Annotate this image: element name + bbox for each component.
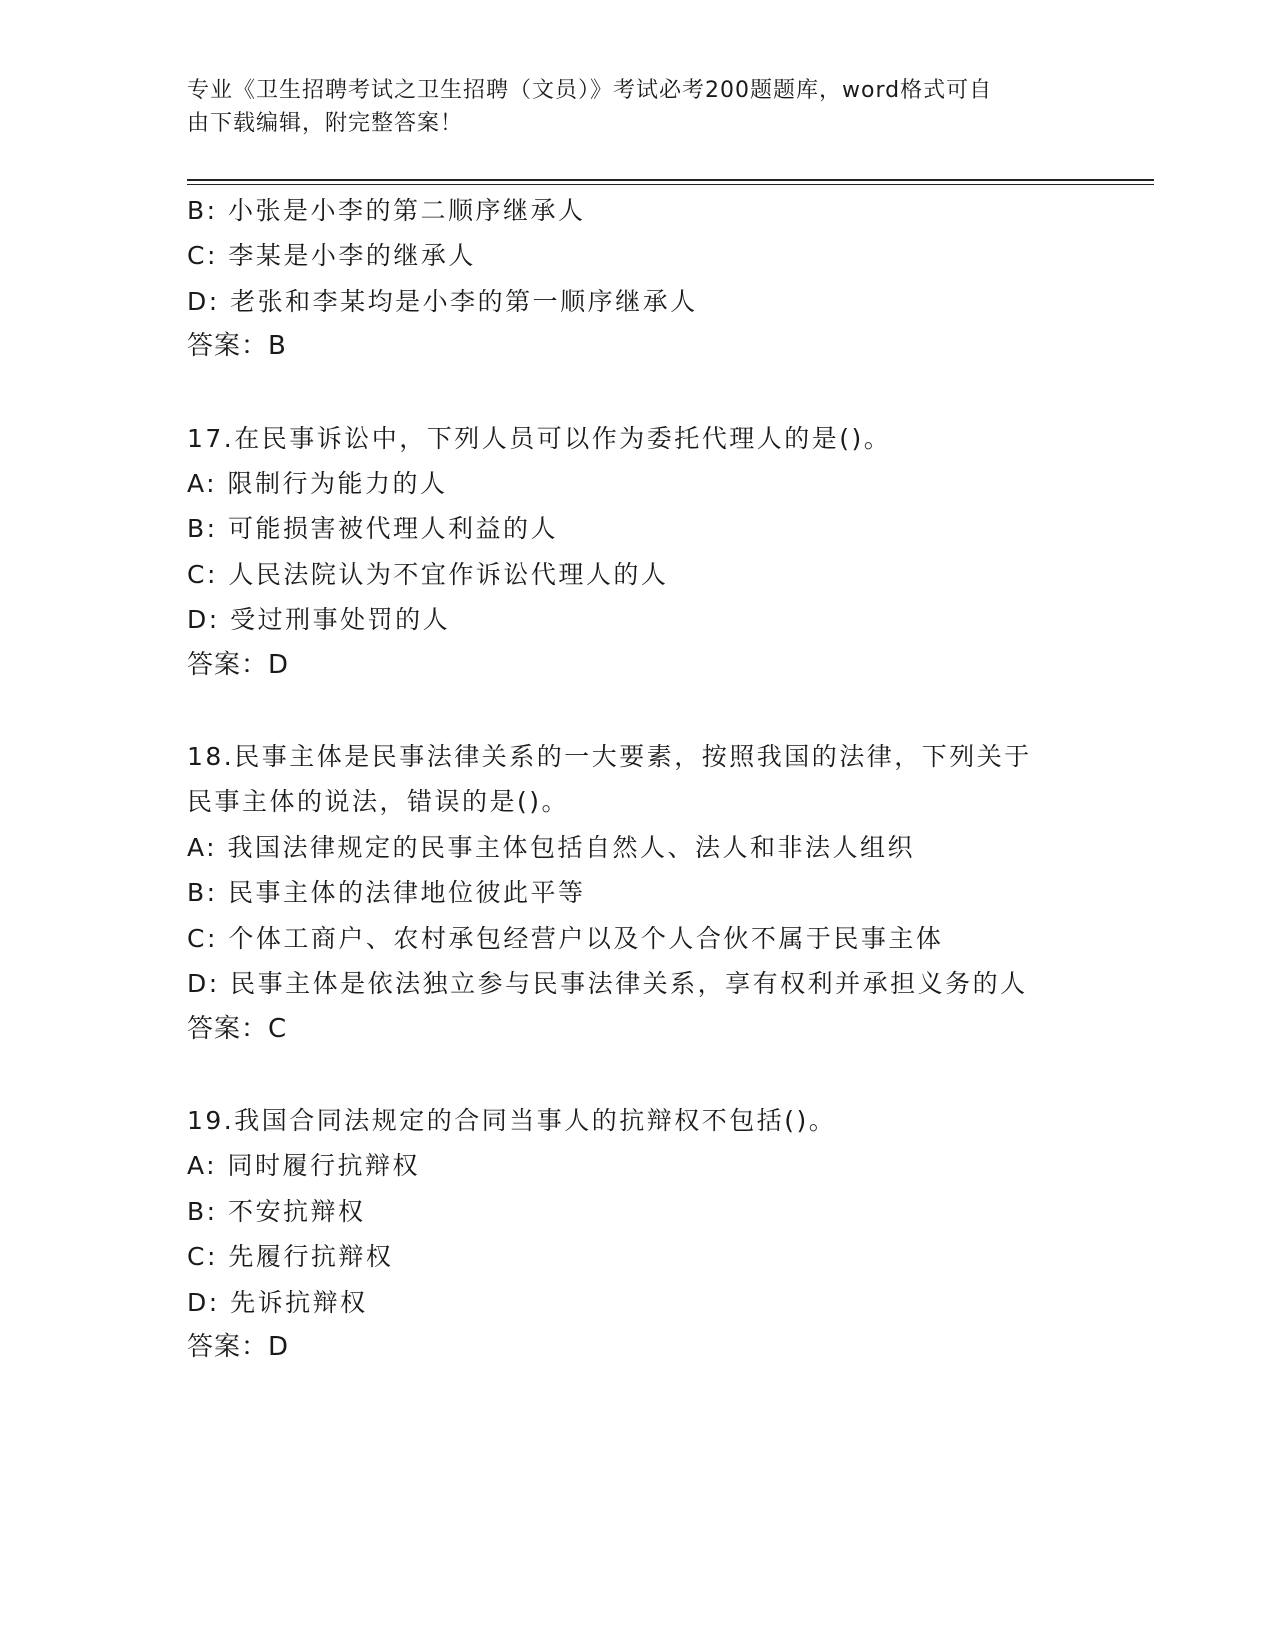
option-b: B: 可能损害被代理人利益的人 <box>187 514 559 544</box>
option-b: B: 小张是小李的第二顺序继承人 <box>187 196 586 225</box>
option-b: B: 不安抗辩权 <box>187 1196 366 1226</box>
question-text: 19.我国合同法规定的合同当事人的抗辩权不包括()。 <box>187 1105 837 1135</box>
option-a: A: 限制行为能力的人 <box>187 469 448 499</box>
header-line-1: 专业《卫生招聘考试之卫生招聘（文员）》考试必考200题题库，word格式可自 <box>187 78 993 103</box>
option-b: B: 民事主体的法律地位彼此平等 <box>187 878 586 908</box>
option-d: D: 老张和李某均是小李的第一顺序继承人 <box>187 286 698 316</box>
header-line-2: 由下载编辑，附完整答案！ <box>187 111 464 136</box>
answer-line: 答案：C <box>187 1013 288 1044</box>
option-d: D: 受过刑事处罚的人 <box>187 605 451 635</box>
option-a: A: 同时履行抗辩权 <box>187 1151 421 1181</box>
option-d: D: 民事主体是依法独立参与民事法律关系，享有权利并承担义务的人 <box>187 969 1028 999</box>
header-rule-thin <box>187 184 1154 185</box>
option-c: C: 人民法院认为不宜作诉讼代理人的人 <box>187 559 669 589</box>
question-17 <box>187 416 1087 688</box>
spacer <box>187 688 1087 734</box>
question-text-line-2: 民事主体的说法，错误的是()。 <box>187 787 570 817</box>
answer-line: 答案：D <box>187 649 290 680</box>
document-body <box>187 188 1087 1370</box>
option-d: D: 先诉抗辩权 <box>187 1287 368 1317</box>
spacer <box>187 370 1087 416</box>
option-c: C: 先履行抗辩权 <box>187 1242 394 1272</box>
option-c: C: 个体工商户、农村承包经营户以及个人合伙不属于民事主体 <box>187 923 944 953</box>
question-text-line-1: 18.民事主体是民事法律关系的一大要素，按照我国的法律，下列关于 <box>187 742 1032 772</box>
question-16-continued <box>187 188 1087 370</box>
question-18 <box>187 734 1087 1052</box>
option-c: C: 李某是小李的继承人 <box>187 241 476 271</box>
question-text: 17.在民事诉讼中，下列人员可以作为委托代理人的是()。 <box>187 423 892 453</box>
answer-line: 答案：D <box>187 1331 290 1362</box>
option-a: A: 我国法律规定的民事主体包括自然人、法人和非法人组织 <box>187 832 916 862</box>
question-19 <box>187 1098 1087 1370</box>
answer-line: 答案：B <box>187 331 287 362</box>
document-header <box>187 74 1067 140</box>
header-rule-thick <box>187 179 1154 181</box>
spacer <box>187 1052 1087 1098</box>
